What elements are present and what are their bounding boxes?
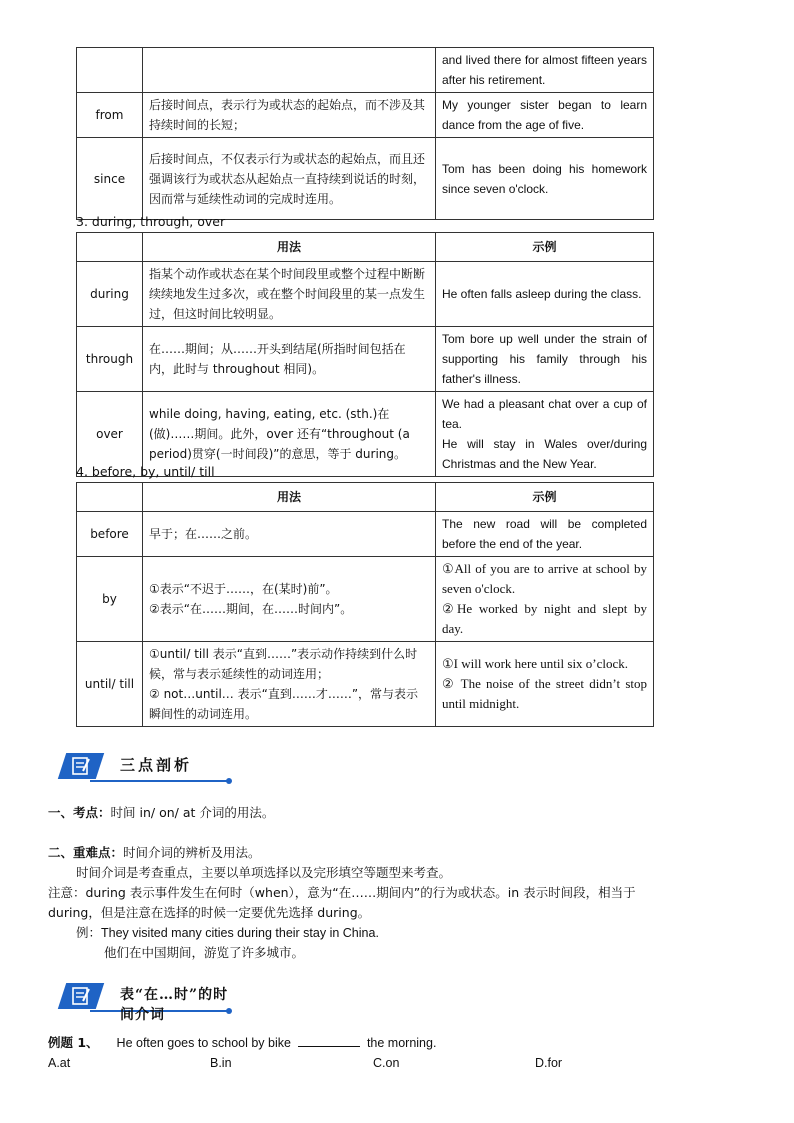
example-cell: He often falls asleep during the class. — [436, 262, 654, 327]
table-row — [77, 93, 654, 138]
example-line: ② The noise of the street didn’t stop until midnight. — [442, 676, 647, 711]
exam-point-label: 一、考点： — [48, 805, 111, 820]
usage-cell — [143, 557, 436, 642]
key-point — [48, 843, 261, 863]
usage-cell: 后接时间点，不仅表示行为或状态的起始点，而且还强调该行为或状态从起始点一直持续到说话的时刻，因而常与延续性动词的完成时连用。 — [143, 138, 436, 220]
notepad-pencil-icon — [67, 754, 97, 778]
key-point-text: 时间介词的辨析及用法。 — [123, 845, 261, 860]
option-d[interactable]: D.for — [535, 1056, 563, 1070]
option-a[interactable]: A.at — [48, 1056, 71, 1070]
option-c[interactable]: C.on — [373, 1056, 400, 1070]
keyword-cell: until/ till — [77, 642, 143, 727]
answer-blank[interactable] — [298, 1034, 360, 1047]
section-heading: 4. before, by, until/ till — [76, 464, 215, 479]
table-row — [77, 327, 654, 392]
example-cell — [436, 642, 654, 727]
note-line: during，但是注意在选择的时候一定要优先选择 during。 — [48, 905, 371, 920]
keyword-cell: during — [77, 262, 143, 327]
header-blank — [77, 483, 143, 512]
prepositions-table-part1 — [76, 47, 654, 220]
keyword-cell: since — [77, 138, 143, 220]
before-by-until-table — [76, 482, 654, 727]
keyword-cell: before — [77, 512, 143, 557]
usage-cell — [143, 48, 436, 93]
keyword-cell: over — [77, 392, 143, 477]
example-cell: My younger sister began to learn dance from the age of five. — [436, 93, 654, 138]
table-header-row — [77, 233, 654, 262]
table-header-row — [77, 483, 654, 512]
example-cell: and lived there for almost fifteen years after his retirement. — [436, 48, 654, 93]
header-usage: 用法 — [143, 483, 436, 512]
usage-cell — [143, 642, 436, 727]
example-line: He will stay in Wales over/during Christmas and the New Year. — [442, 437, 647, 471]
example-cell — [436, 557, 654, 642]
example-sentence — [76, 923, 379, 943]
question-text-before: He often goes to school by bike — [116, 1036, 291, 1050]
exam-point — [48, 803, 274, 823]
analysis-line: 时间介词是考查重点，主要以单项选择以及完形填空等题型来考查。 — [76, 865, 452, 880]
header-blank — [77, 233, 143, 262]
header-usage: 用法 — [143, 233, 436, 262]
section-banner-analysis — [50, 750, 230, 784]
example-line: ②He worked by night and slept by day. — [442, 601, 647, 636]
example-english: They visited many cities during their stay in China. — [101, 926, 379, 940]
during-through-over-table — [76, 232, 654, 477]
usage-line: ② not…until… 表示“直到……才……”，常与表示瞬间性的动词连用。 — [149, 687, 419, 721]
usage-line: ①表示“不迟于……，在(某时)前”。 — [149, 582, 338, 596]
note-line: 注意：during 表示事件发生在何时（when），意为“在……期间内”的行为或状态。in 表示时间段，相当于 — [48, 885, 636, 900]
usage-cell: 在……期间；从……开头到结尾(所指时间包括在内，此时与 throughout 相同)。 — [143, 327, 436, 392]
example-cell: The new road will be completed before the end of the year. — [436, 512, 654, 557]
usage-cell: while doing, having, eating, etc. (sth.)在(做)……期间。此外，over 还有“throughout (a period)贯穿(一时间段)”的意思，等于 during。 — [143, 392, 436, 477]
usage-cell: 后接时间点，表示行为或状态的起始点，而不涉及其持续时间的长短； — [143, 93, 436, 138]
example-cell: Tom has been doing his homework since seven o'clock. — [436, 138, 654, 220]
example-line: ①I will work here until six o’clock. — [442, 656, 629, 671]
keyword-cell: from — [77, 93, 143, 138]
example-label: 例： — [76, 925, 102, 940]
example-line: We had a pleasant chat over a cup of tea. — [442, 397, 647, 431]
example-cell — [436, 392, 654, 477]
table-row — [77, 642, 654, 727]
table-row — [77, 512, 654, 557]
question-stem — [48, 1033, 436, 1053]
table-row — [77, 48, 654, 93]
usage-cell: 早于；在……之前。 — [143, 512, 436, 557]
section-banner-time-prepositions — [50, 980, 230, 1023]
banner-title: 表“在…时”的时间介词 — [120, 987, 229, 1023]
usage-line: ②表示“在……期间，在……时间内”。 — [149, 602, 353, 616]
section-heading: 3. during, through, over — [76, 214, 226, 229]
table-row — [77, 138, 654, 220]
header-example: 示例 — [436, 233, 654, 262]
keyword-cell: through — [77, 327, 143, 392]
notepad-pencil-icon — [67, 984, 97, 1008]
question-text-after: the morning. — [366, 1036, 437, 1050]
example-cell: Tom bore up well under the strain of supporting his family through his father's illness. — [436, 327, 654, 392]
example-line: ①All of you are to arrive at school by seven o'clock. — [442, 561, 647, 596]
header-example: 示例 — [436, 483, 654, 512]
key-point-label: 二、重难点： — [48, 845, 124, 860]
option-b[interactable]: B.in — [210, 1056, 232, 1070]
table-row — [77, 557, 654, 642]
table-row — [77, 262, 654, 327]
question-label: 例题 1、 — [48, 1035, 99, 1050]
exam-point-text: 时间 in/ on/ at 介词的用法。 — [110, 805, 275, 820]
keyword-cell: by — [77, 557, 143, 642]
banner-title: 三点剖析 — [120, 756, 193, 774]
keyword-cell — [77, 48, 143, 93]
example-chinese: 他们在中国期间，游览了许多城市。 — [104, 945, 305, 960]
usage-cell: 指某个动作或状态在某个时间段里或整个过程中断断续续地发生过多次，或在整个时间段里的某一点发生过，但这时间比较明显。 — [143, 262, 436, 327]
usage-line: ①until/ till 表示“直到……”表示动作持续到什么时候，常与表示延续性的动词连用； — [149, 647, 418, 681]
